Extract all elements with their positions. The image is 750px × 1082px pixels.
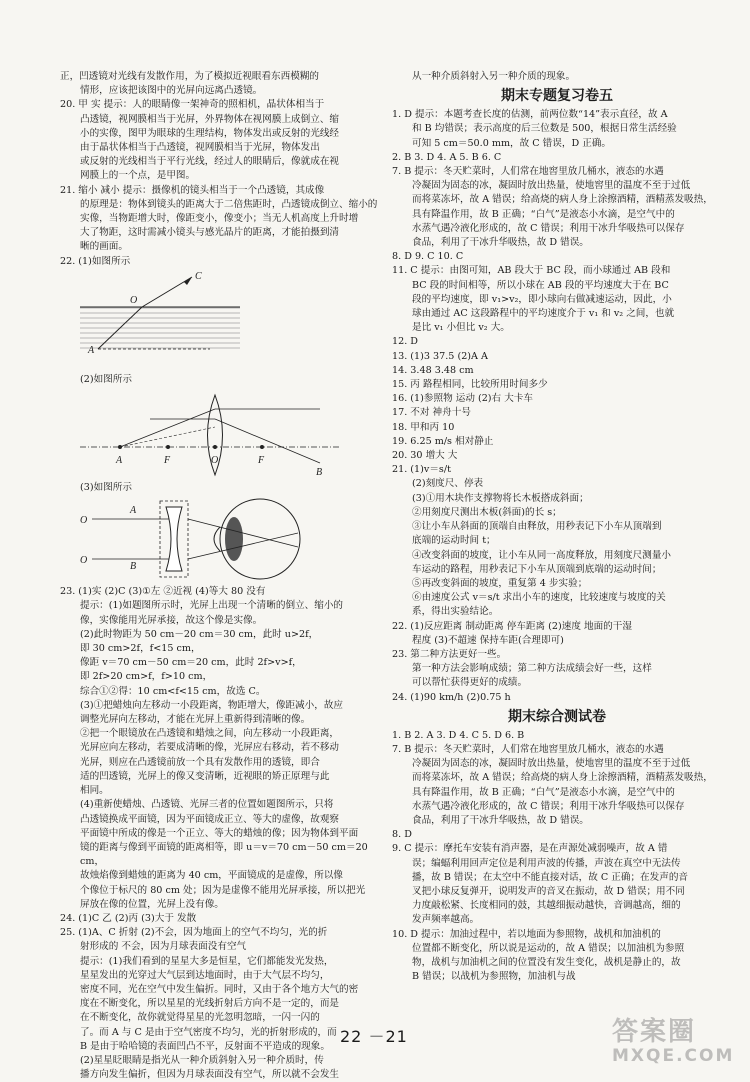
label-c: C	[195, 270, 202, 282]
final-answer-8: 8. D	[392, 829, 412, 841]
ray-1	[120, 409, 215, 447]
review-answer-23: 23. 第二种方法更好一些。 第一种方法会影响成绩；第二种方法成绩会好一些，这样 可以帮忙获得更好的成绩。	[392, 648, 652, 689]
label-b: B	[316, 467, 323, 479]
ray-bottom-in-eye	[188, 533, 298, 559]
page-number: 22 －21	[340, 1027, 408, 1046]
text-line: 从一种介质斜射入另一种介质的现象。	[412, 71, 576, 82]
point-f1	[166, 445, 170, 449]
refraction-figure	[80, 271, 240, 371]
final-answer-10: 10. D 提示：加油过程中，若以地面为参照物，战机和加油机的 位置都不断变化，所以说是运动的，故 A 错误；以加油机为参照 物，战机与加油机之间的位置没有发生变化，战机是静止的，故 B 错误；以战机为参照物，加油机与战	[392, 928, 685, 983]
label-a: A	[88, 344, 95, 356]
answer-25: 25. (1)A、C 折射 (2)不会，因为地面上的空气不均匀，光的折 射形成的 不会，因为月球表面没有空气 提示：(1)我们看到的星星大多是恒星，它们都能发光发热， 星星发出的光穿过大气层到达地面时，由于大气层不均匀， 密度不同，光在空气中发生偏折。同时，又由于各个地方大气的密 度在不断变化，所以星星的光线折射后方向不是一定的，而是 在不断变化，故你就觉得星星的光忽明忽暗，一闪一闪的 了。而 A 与 C 是由于空气密度不均匀，光的折射形成的，而 B 是由于哈哈镜的表面凹凸不平，反射面不平造成的现象。 (2)星星眨眼睛是指光从一种介质斜射入另一种介质时，传 播方向发生偏折，但因为月球表面没有空气，所以就不会发生	[60, 927, 359, 1081]
answer-22-part1: 22. (1)如图所示	[60, 255, 131, 267]
answer-21: 21. 缩小 减小 提示：摄像机的镜头相当于一个凸透镜，其成像 的原理是：物体到镜头的距离大于二倍焦距时，凸透镜成倒立、缩小的 实像，当物距增大时，像距变小，像变小；当无人机高度上升时增 大了物距，这时需减小镜头与感光晶片的距离，才能拍摄到清 晰的画面。	[60, 184, 378, 253]
review-answer-1: 1. D 提示：本题考查长度的估测，前两位数“14”表示直径，故 A 和 B 均错误；表示高度的后三位数是 500，根据日常生活经验 可知 5 cm＝50.0 mm，故 C 错误，D 正确。	[392, 109, 677, 149]
answer-22-part3: (3)如图所示	[80, 482, 132, 494]
section-title-review: 期末专题复习卷五	[501, 88, 613, 105]
label-b: B	[130, 561, 137, 573]
right-column	[392, 70, 722, 984]
point-o	[213, 445, 217, 449]
answer-23: 23. (1)实 (2)C (3)①左 ②近视 (4)等大 80 没有 提示：(1)如题图所示时，光屏上出现一个清晰的倒立、缩小的 像，实像能用光屏承接，故这个像是实像。 (2)此时物距为 50 cm－20 cm＝30 cm，此时 u>2f， 即 30 cm>2f，f<15 cm， 像距 v＝70 cm－50 cm＝20 cm，此时 2f>v>f， 即 2f>20 cm>f，f>10 cm， 综合①②得：10 cm<f<15 cm，故选 C。 (3)①把蜡烛向左移动一小段距离，物距增大，像距减小，故应 调整光屏向左移动，才能在光屏上重新得到清晰的像。 ②把一个眼镜放在凸透镜和蜡烛之间，向左移动一小段距离， 光屏应向左移动，若要成清晰的像，光屏应右移动，若不移动 光屏，则应在凸透镜前放一个具有发散作用的透镜，即合 适的凹透镜，光屏上的像又变清晰，近视眼的矫正原理与此 相同。 (4)重新使蜡烛、凸透镜、光屏三者的位置如题图所示，只将 凸透镜换成平面镜，因为平面镜成正立、等大的虚像，故观察 平面镜中所成的像是一个正立、等大的蜡烛的像；因为物体到平面 镜的距离与像到平面镜的距离相等，即 u＝v＝70 cm－50 cm＝20 cm， 故烛焰像到蜡烛的距离为 40 cm，平面镜成的是虚像，所以像 个像位于标尺的 80 cm 处；因为是虚像不能用光屏承接，所以把光 屏放在像的位置，光屏上没有像。	[60, 586, 368, 910]
final-answer-7: 7. B 提示：冬天贮菜时，人们常在地窖里放几桶水，液态的水遇 冷凝固为固态的冰，凝固时放出热量，使地窖里的温度不至于过低 而将菜冻坏，故 A 错误；给高烧的病人身上涂擦酒精，酒精蒸发吸热， 具有降温作用，故 B 正确；“白气”是液态小水滴，是空气中的 水蒸气遇冷液化形成的，故 C 错误；利用干冰升华吸热可以保存 食品，利用了干冰升华吸热，故 D 错误。	[392, 743, 713, 826]
concave-lens	[166, 507, 182, 571]
label-o-top: O	[80, 515, 88, 527]
review-answer-21: 21. (1)v＝s/t (2)刻度尺、停表 (3)①用木块作支撑物将长木板搭成斜面； ②用刻度尺测出木板(斜面)的长 s； ③让小车从斜面的顶端自由释放，用秒表记下小车从顶端到 底端的运动时间 t； ④改变斜面的坡度，让小车从同一高度释放，用刻度尺测量小 车运动的路程，用秒表记下小车从顶端到底端的运动时间； ⑤再改变斜面的坡度，重复第 4 步实验； ⑥由速度公式 v＝s/t 求出小车的速度，比较速度与坡度的关 系，得出实验结论。	[392, 464, 672, 618]
ray-2-out	[215, 419, 320, 463]
label-f: F	[258, 455, 265, 467]
point-a	[118, 445, 122, 449]
label-a: A	[116, 455, 123, 467]
review-answers-8-10: 8. D 9. C 10. C	[392, 251, 464, 263]
review-answer-7: 7. B 提示：冬天贮菜时，人们常在地窖里放几桶水，液态的水遇 冷凝固为固态的冰，凝固时放出热量，使地窖里的温度不至于过低 而将菜冻坏，故 A 错误；给高烧的病人身上涂擦酒精，酒精蒸发吸热， 具有降温作用，故 B 正确；“白气”是液态小水滴，是空气中的 水蒸气遇冷液化形成的，故 C 错误；利用干冰升华吸热可以保存 食品，利用了干冰升华吸热，故 D 错误。	[392, 166, 713, 249]
review-answer-24: 24. (1)90 km/h (2)0.75 h	[392, 691, 511, 703]
left-intro	[60, 70, 382, 98]
eye-figure	[80, 497, 330, 583]
answer-22-part2: (2)如图所示	[80, 373, 132, 385]
lens-figure	[80, 389, 340, 479]
section-title-final: 期末综合测试卷	[508, 708, 606, 725]
review-answer-22: 22. (1)反应距离 制动距离 停车距离 (2)速度 地面的干湿 程度 (3)不超速 保持车距(合理即可)	[392, 620, 632, 646]
text-line: 正，凹透镜对光线有发散作用，为了模拟近视眼看东西模糊的	[60, 71, 320, 82]
lens-crystalline	[225, 517, 243, 561]
watermark-line-1: 答案圈	[612, 1017, 697, 1047]
label-o: O	[130, 294, 138, 306]
text-line: 情形，应该把该图中的光屏向远离凸透镜。	[80, 85, 263, 97]
review-answers-2-6: 2. B 3. D 4. A 5. B 6. C	[392, 151, 502, 163]
watermark-line-2: MXQE.COM	[612, 1046, 735, 1066]
cornea	[214, 527, 220, 551]
label-f: F	[164, 455, 171, 467]
watermark-logo	[612, 1018, 738, 1068]
final-answer-9: 9. C 提示：摩托车安装有消声器，是在声源处减弱噪声，故 A 错 误；编蝠利用回声定位是利用声波的传播，声波在真空中无法传 播，故 B 错误；在太空中不能直接对话，故 C 正确；在发声的音 叉把小球反复弹开，说明发声的音叉在振动，故 D 错误；用不同 力度敲松紧、长度相同的鼓，其越细振动越快，音调越高，细的 发声频率越高。	[392, 843, 689, 926]
point-f2	[260, 445, 264, 449]
water-region	[80, 307, 240, 351]
label-a: A	[130, 505, 137, 517]
review-answer-11: 11. C 提示：由图可知，AB 段大于 BC 段，而小球通过 AB 段和 BC 段的时间相等，所以小球在 AB 段的平均速度大于在 BC 段的平均速度，即 v₁>v₂，即小球向右做减速运动，因此，小 球由通过 AC 这段路程中的平均速度介于 v₁ 和 v₂ 之间，也就 是比 v₁ 小但比 v₂ 大。	[392, 265, 675, 334]
incident-ray	[142, 277, 192, 307]
left-column	[60, 70, 382, 1082]
answer-24: 24. (1)C 乙 (2)丙 (3)大于 发散	[60, 912, 197, 924]
ray-top-in-eye	[188, 519, 298, 547]
final-answers-1-6: 1. B 2. A 3. D 4. C 5. D 6. B	[392, 729, 525, 741]
ray-3	[120, 427, 215, 447]
label-o: O	[211, 455, 219, 467]
review-answers-12-20: 12. D 13. (1)3 37.5 (2)A A 14. 3.48 3.48 cm 15. 丙 路程相同，比较所用时间多少 16. (1)参照物 运动 (2)右 大卡车 17. 不对 神舟十号 18. 甲和丙 10 19. 6.25 m/s 相对静止 20. 30 增大 大	[392, 336, 548, 462]
label-o-bottom: O	[80, 555, 88, 567]
answer-20: 20. 甲 实 提示：人的眼睛像一架神奇的照相机，晶状体相当于 凸透镜，视网膜相当于光屏，外界物体在视网膜上成倒立、缩 小的实像，图甲为眼球的生理结构，物体发出或反射的光线经 由于晶状体相当于凸透镜，视网膜相当于光屏，物体发出 或反射的光线相当于平行光线，经过人的眼睛后，像就成在视 网膜上的一个点，是甲图。	[60, 99, 340, 182]
